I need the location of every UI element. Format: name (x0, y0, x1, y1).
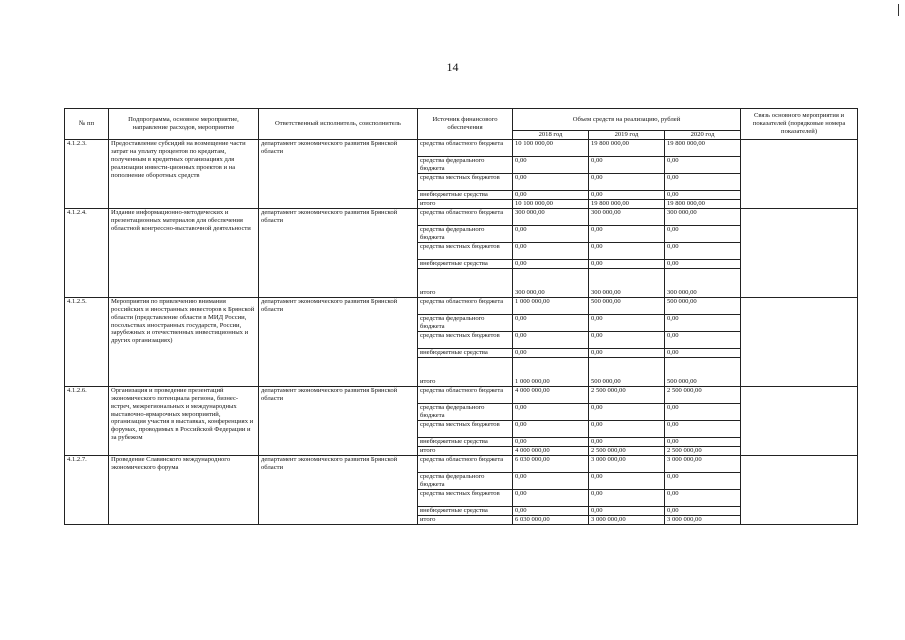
page-number: 14 (446, 60, 459, 74)
header-executor: Ответственный исполнитель, соисполнитель (259, 109, 418, 140)
amount-cell: 0,00 (589, 403, 665, 420)
amount-cell: 0,00 (589, 225, 665, 242)
total-label: итого (418, 268, 513, 297)
block-executor: департамент экономического развития Брянской области (259, 297, 418, 386)
amount-cell: 10 100 000,00 (513, 139, 589, 156)
funding-source: средства местных бюджетов (418, 420, 513, 437)
funding-source: средства федерального бюджета (418, 156, 513, 173)
funding-source: средства федерального бюджета (418, 314, 513, 331)
block-executor: департамент экономического развития Брянской области (259, 455, 418, 524)
amount-cell: 19 800 000,00 (589, 139, 665, 156)
funding-source: внебюджетные средства (418, 190, 513, 199)
block-name: Предоставление субсидий на возмещение части затрат на уплату процентов по кредитам, полученным в кредитных организациях для реализации инвести-ционных проектов и на пополнение оборотных средств (109, 139, 259, 208)
amount-cell: 500 000,00 (665, 297, 741, 314)
amount-cell: 0,00 (665, 331, 741, 348)
amount-cell: 2 500 000,00 (665, 386, 741, 403)
funding-source: средства местных бюджетов (418, 331, 513, 348)
amount-cell: 0,00 (513, 420, 589, 437)
amount-cell: 0,00 (665, 225, 741, 242)
indicator-link-cell (741, 139, 858, 208)
amount-cell: 0,00 (513, 437, 589, 446)
block-executor: департамент экономического развития Брянской области (259, 139, 418, 208)
total-amount: 2 500 000,00 (665, 446, 741, 455)
amount-cell: 0,00 (589, 437, 665, 446)
amount-cell: 0,00 (513, 225, 589, 242)
amount-cell: 500 000,00 (589, 297, 665, 314)
block-num: 4.1.2.5. (65, 297, 109, 386)
amount-cell: 4 000 000,00 (513, 386, 589, 403)
block-name: Проведение Славянского международного экономического форума (109, 455, 259, 524)
budget-table (64, 108, 858, 525)
amount-cell: 0,00 (513, 489, 589, 506)
total-amount: 4 000 000,00 (513, 446, 589, 455)
amount-cell: 0,00 (513, 472, 589, 489)
funding-source: средства федерального бюджета (418, 225, 513, 242)
amount-cell: 0,00 (513, 403, 589, 420)
amount-cell: 0,00 (665, 348, 741, 357)
amount-cell: 0,00 (665, 156, 741, 173)
block-num: 4.1.2.7. (65, 455, 109, 524)
total-amount: 6 030 000,00 (513, 515, 589, 524)
funding-source: средства областного бюджета (418, 139, 513, 156)
amount-cell: 0,00 (589, 173, 665, 190)
indicator-link-cell (741, 386, 858, 455)
total-label: итого (418, 446, 513, 455)
amount-cell: 0,00 (665, 314, 741, 331)
amount-cell: 300 000,00 (665, 208, 741, 225)
funding-source: средства областного бюджета (418, 455, 513, 472)
amount-cell: 0,00 (513, 156, 589, 173)
table-row (65, 139, 858, 156)
amount-cell: 0,00 (589, 331, 665, 348)
amount-cell: 0,00 (665, 190, 741, 199)
amount-cell: 0,00 (513, 242, 589, 259)
funding-source: средства федерального бюджета (418, 472, 513, 489)
amount-cell: 0,00 (665, 259, 741, 268)
header-year-2020: 2020 год (665, 131, 741, 140)
amount-cell: 0,00 (513, 190, 589, 199)
block-name: Мероприятия по привлечению внимания российских и иностранных инвесторов к Брянской области (представление области в МИД России, посольствах иностранных государств, России, зарубежных и отечественных инвестиционных и других организациях) (109, 297, 259, 386)
funding-source: средства областного бюджета (418, 386, 513, 403)
total-amount: 500 000,00 (589, 357, 665, 386)
block-name: Организация и проведение презентаций экономического потенциала региона, бизнес-встреч, межрегиональных и международных выставочно-ярмарочных мероприятий, организация участия в выставках, конференциях и форумах, проводимых в Российской Федерации и за рубежом (109, 386, 259, 455)
header-year-2019: 2019 год (589, 131, 665, 140)
amount-cell: 0,00 (665, 173, 741, 190)
funding-source: внебюджетные средства (418, 506, 513, 515)
amount-cell: 0,00 (665, 437, 741, 446)
total-amount: 300 000,00 (513, 268, 589, 297)
funding-source: внебюджетные средства (418, 437, 513, 446)
header-year-2018: 2018 год (513, 131, 589, 140)
amount-cell: 3 000 000,00 (589, 455, 665, 472)
amount-cell: 0,00 (665, 489, 741, 506)
amount-cell: 0,00 (513, 331, 589, 348)
indicator-link-cell (741, 208, 858, 297)
indicator-link-cell (741, 455, 858, 524)
block-executor: департамент экономического развития Брянской области (259, 208, 418, 297)
header-volume: Объем средств на реализацию, рублей (513, 109, 741, 131)
total-label: итого (418, 199, 513, 208)
total-amount: 3 000 000,00 (665, 515, 741, 524)
block-executor: департамент экономического развития Брянской области (259, 386, 418, 455)
amount-cell: 1 000 000,00 (513, 297, 589, 314)
header-source: Источник финансового обеспечения (418, 109, 513, 140)
amount-cell: 0,00 (513, 506, 589, 515)
table-row (65, 297, 858, 314)
amount-cell: 0,00 (513, 314, 589, 331)
funding-source: средства местных бюджетов (418, 489, 513, 506)
table-body (65, 139, 858, 524)
funding-source: средства федерального бюджета (418, 403, 513, 420)
amount-cell: 3 000 000,00 (665, 455, 741, 472)
amount-cell: 300 000,00 (589, 208, 665, 225)
amount-cell: 0,00 (665, 420, 741, 437)
header-subprogram: Подпрограмма, основное мероприятие, направление расходов, мероприятие (109, 109, 259, 140)
page-edge-mark (898, 4, 899, 16)
total-amount: 10 100 000,00 (513, 199, 589, 208)
table-row (65, 386, 858, 403)
total-amount: 500 000,00 (665, 357, 741, 386)
amount-cell: 0,00 (589, 348, 665, 357)
total-amount: 300 000,00 (589, 268, 665, 297)
amount-cell: 0,00 (589, 259, 665, 268)
amount-cell: 2 500 000,00 (589, 386, 665, 403)
block-num: 4.1.2.3. (65, 139, 109, 208)
indicator-link-cell (741, 297, 858, 386)
total-amount: 2 500 000,00 (589, 446, 665, 455)
block-name: Издание информационно-методических и презентационных материалов для обеспечения областной конгрессно-выставочной деятельности (109, 208, 259, 297)
amount-cell: 0,00 (665, 506, 741, 515)
total-amount: 19 800 000,00 (589, 199, 665, 208)
total-amount: 1 000 000,00 (513, 357, 589, 386)
amount-cell: 0,00 (665, 403, 741, 420)
amount-cell: 0,00 (589, 420, 665, 437)
table-row (65, 455, 858, 472)
amount-cell: 19 800 000,00 (665, 139, 741, 156)
amount-cell: 0,00 (589, 156, 665, 173)
amount-cell: 0,00 (589, 472, 665, 489)
amount-cell: 0,00 (589, 489, 665, 506)
funding-source: средства областного бюджета (418, 297, 513, 314)
total-label: итого (418, 515, 513, 524)
total-amount: 19 800 000,00 (665, 199, 741, 208)
amount-cell: 6 030 000,00 (513, 455, 589, 472)
amount-cell: 0,00 (513, 173, 589, 190)
amount-cell: 0,00 (513, 348, 589, 357)
amount-cell: 0,00 (589, 506, 665, 515)
total-label: итого (418, 357, 513, 386)
block-num: 4.1.2.6. (65, 386, 109, 455)
header-num: № пп (65, 109, 109, 140)
table-row (65, 208, 858, 225)
total-amount: 3 000 000,00 (589, 515, 665, 524)
amount-cell: 300 000,00 (513, 208, 589, 225)
amount-cell: 0,00 (665, 242, 741, 259)
amount-cell: 0,00 (513, 259, 589, 268)
amount-cell: 0,00 (589, 314, 665, 331)
total-amount: 300 000,00 (665, 268, 741, 297)
header-link: Связь основного мероприятия и показателей (порядковые номера показателей) (741, 109, 858, 140)
block-num: 4.1.2.4. (65, 208, 109, 297)
funding-source: средства областного бюджета (418, 208, 513, 225)
amount-cell: 0,00 (589, 242, 665, 259)
funding-source: средства местных бюджетов (418, 173, 513, 190)
funding-source: внебюджетные средства (418, 348, 513, 357)
funding-source: средства местных бюджетов (418, 242, 513, 259)
amount-cell: 0,00 (589, 190, 665, 199)
funding-source: внебюджетные средства (418, 259, 513, 268)
amount-cell: 0,00 (665, 472, 741, 489)
